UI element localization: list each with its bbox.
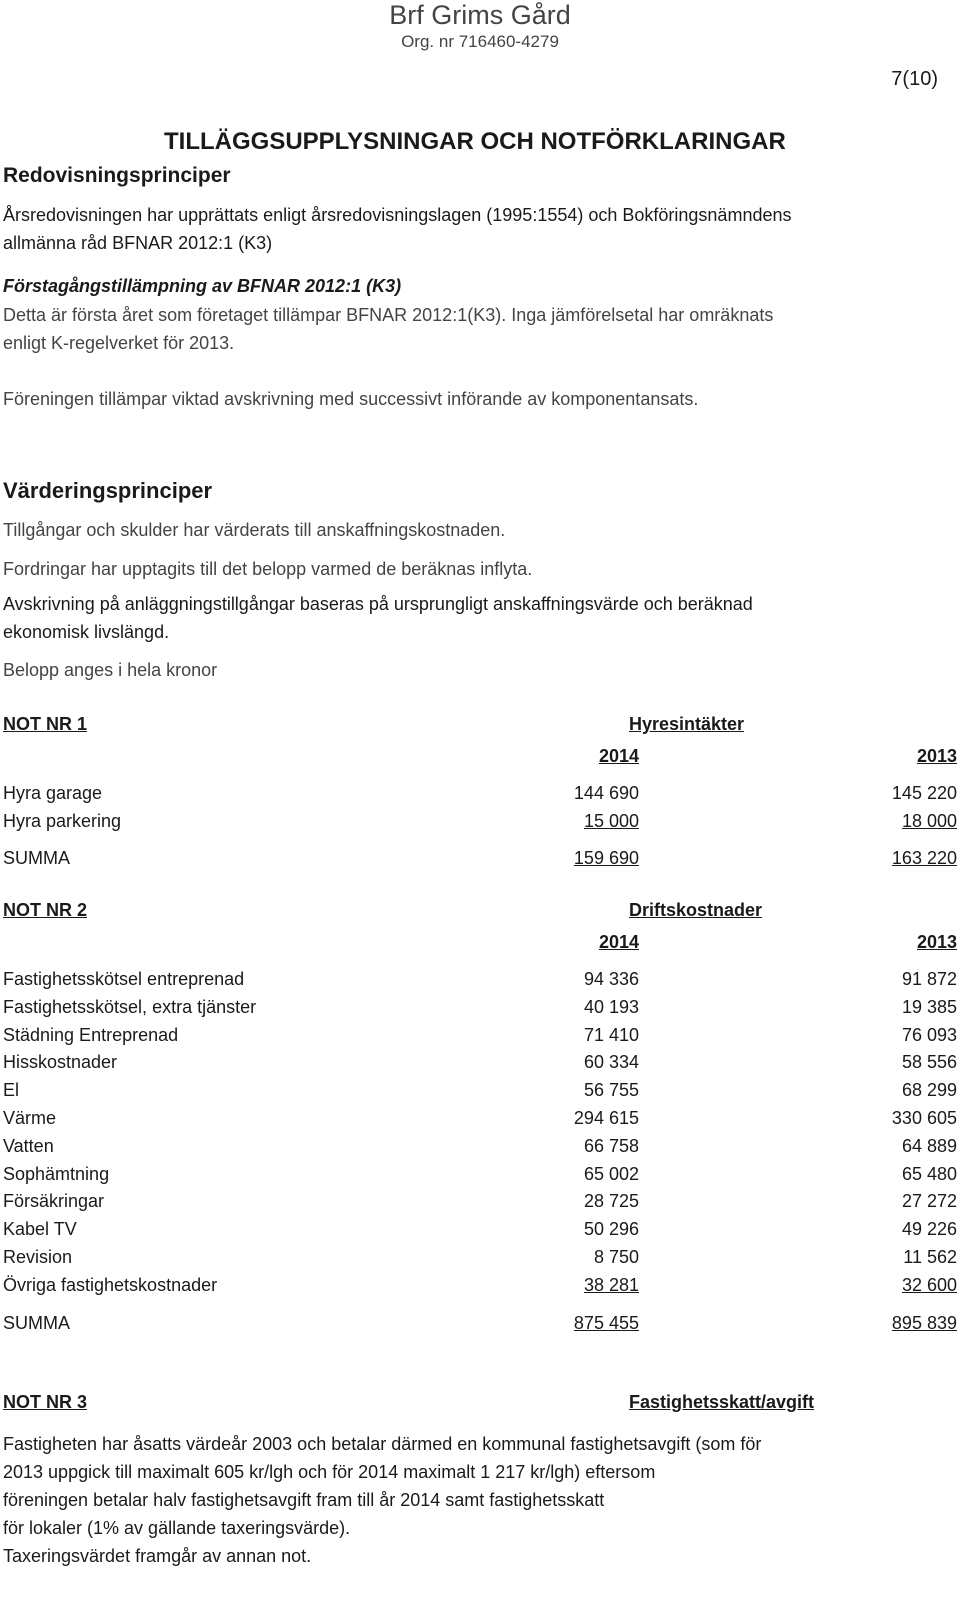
row-value-2013: 64 889: [901, 1135, 957, 1156]
row-label: Fastighetsskötsel, extra tjänster: [3, 996, 257, 1017]
row-value-2014: 66 758: [583, 1135, 639, 1156]
row-value-2013: 19 385: [901, 996, 957, 1017]
row-value-2013: 330 605: [891, 1108, 957, 1128]
row-value-2013: 27 272: [901, 1191, 957, 1212]
row-value-2013: 18 000: [901, 811, 957, 831]
row-value-2013: 68 299: [901, 1080, 957, 1101]
row-value-2014: 65 002: [583, 1163, 639, 1184]
row-label: Övriga fastighetskostnader: [3, 1274, 218, 1295]
note-1-title: Hyresintäkter: [629, 714, 745, 734]
note-3-line: Fastigheten har åsatts värdeår 2003 och betalar därmed en kommunal fastighetsavgift (som för: [3, 1434, 762, 1454]
row-value-2014: 28 725: [583, 1191, 639, 1212]
row-label: Hisskostnader: [3, 1052, 118, 1073]
note-3-line: föreningen betalar halv fastighetsavgift fram till år 2014 samt fastighetsskatt: [3, 1490, 605, 1510]
row-label: Hyra parkering: [3, 811, 122, 831]
year-2013: 2013: [916, 932, 957, 952]
row-label: Värme: [3, 1108, 57, 1128]
row-value-2013: 32 600: [901, 1274, 957, 1295]
row-label: Kabel TV: [3, 1219, 77, 1240]
table-row: [3, 1132, 957, 1160]
sum-value-2014: 159 690: [573, 848, 639, 868]
vardering-line: ekonomisk livslängd.: [3, 622, 170, 642]
table-row: [3, 779, 957, 807]
section-heading-varderingsprinciper: Värderingsprinciper: [3, 478, 213, 503]
table-row: [3, 807, 957, 835]
page-number: 7(10): [891, 68, 938, 90]
sum-label: SUMMA: [3, 848, 70, 868]
table-row: [3, 1243, 957, 1271]
row-value-2013: 91 872: [901, 969, 957, 989]
row-value-2014: 60 334: [583, 1052, 639, 1073]
subheading-forstagangstillampning: Förstagångstillämpning av BFNAR 2012:1 (K3): [3, 276, 402, 296]
note-3-title: Fastighetsskatt/avgift: [629, 1392, 815, 1412]
row-value-2013: 11 562: [903, 1247, 957, 1267]
sum-value-2014: 875 455: [573, 1313, 639, 1333]
sum-value-2013: 163 220: [891, 848, 957, 868]
note-3-line: Taxeringsvärdet framgår av annan not.: [3, 1546, 312, 1566]
forstagang-paragraph-line: Detta är första året som företaget tillämpar BFNAR 2012:1(K3). Inga jämförelsetal har omräknats: [3, 305, 774, 325]
table-row: [3, 1048, 957, 1076]
note-1-label: NOT NR 1: [3, 714, 88, 734]
page-title: TILLÄGGSUPPLYSNINGAR OCH NOTFÖRKLARINGAR: [164, 128, 786, 155]
avskrivning-paragraph: Föreningen tillämpar viktad avskrivning med successivt införande av komponentansats.: [3, 389, 699, 409]
row-value-2013: 58 556: [901, 1052, 957, 1073]
note-1-year-header: [3, 742, 957, 770]
organization-number: Org. nr 716460-4279: [401, 32, 559, 51]
row-value-2013: 49 226: [901, 1219, 957, 1240]
row-label: Hyra garage: [3, 783, 103, 803]
row-value-2013: 76 093: [901, 1024, 957, 1045]
redovisning-paragraph-line: allmänna råd BFNAR 2012:1 (K3): [3, 233, 273, 253]
row-value-2014: 144 690: [573, 783, 639, 803]
vardering-line: Tillgångar och skulder har värderats till anskaffningskostnaden.: [3, 520, 506, 540]
row-value-2014: 71 410: [583, 1024, 639, 1045]
row-label: Sophämtning: [3, 1163, 110, 1184]
year-2014: 2014: [598, 746, 639, 766]
sum-value-2013: 895 839: [891, 1313, 957, 1333]
note-2-year-header: [3, 928, 957, 956]
row-value-2014: 94 336: [583, 969, 639, 989]
table-row: [3, 965, 957, 993]
vardering-line: Fordringar har upptagits till det belopp varmed de beräknas inflyta.: [3, 559, 533, 579]
note-3-line: 2013 uppgick till maximalt 605 kr/lgh och för 2014 maximalt 1 217 kr/lgh) eftersom: [3, 1462, 656, 1482]
year-2013: 2013: [916, 746, 957, 766]
row-label: El: [3, 1080, 20, 1101]
row-value-2014: 15 000: [583, 811, 639, 831]
sum-label: SUMMA: [3, 1313, 70, 1333]
vardering-line: Belopp anges i hela kronor: [3, 660, 218, 680]
row-value-2014: 8 750: [593, 1247, 639, 1267]
redovisning-paragraph-line: Årsredovisningen har upprättats enligt årsredovisningslagen (1995:1554) och Bokföringsnämndens: [3, 205, 792, 225]
note-3-label: NOT NR 3: [3, 1392, 88, 1412]
note-3-line: för lokaler (1% av gällande taxeringsvärde).: [3, 1518, 351, 1538]
table-row: [3, 1104, 957, 1132]
table-row: [3, 993, 957, 1021]
vardering-line: Avskrivning på anläggningstillgångar baseras på ursprungligt anskaffningsvärde och beräknad: [3, 594, 753, 614]
row-label: Försäkringar: [3, 1191, 105, 1212]
row-value-2014: 56 755: [583, 1080, 639, 1101]
sum-row: [3, 1309, 957, 1337]
table-row: [3, 1187, 957, 1215]
row-value-2014: 40 193: [583, 996, 639, 1017]
row-value-2014: 294 615: [573, 1108, 639, 1128]
row-value-2014: 38 281: [583, 1274, 639, 1295]
table-row: [3, 1076, 957, 1104]
note-2-title: Driftskostnader: [629, 900, 763, 920]
row-label: Städning Entreprenad: [3, 1024, 179, 1045]
organization-name: Brf Grims Gård: [389, 0, 571, 30]
row-value-2013: 65 480: [901, 1163, 957, 1184]
year-2014: 2014: [598, 932, 639, 952]
section-heading-redovisningsprinciper: Redovisningsprinciper: [3, 164, 231, 187]
table-row: [3, 1215, 957, 1243]
row-label: Revision: [3, 1247, 73, 1267]
row-label: Vatten: [3, 1135, 54, 1156]
note-2-label: NOT NR 2: [3, 900, 88, 920]
row-value-2013: 145 220: [891, 783, 957, 803]
sum-row: [3, 844, 957, 872]
forstagang-paragraph-line: enligt K-regelverket för 2013.: [3, 333, 235, 353]
table-row: [3, 1160, 957, 1188]
row-label: Fastighetsskötsel entreprenad: [3, 969, 245, 989]
row-value-2014: 50 296: [583, 1219, 639, 1240]
table-row: [3, 1271, 957, 1299]
table-row: [3, 1021, 957, 1049]
